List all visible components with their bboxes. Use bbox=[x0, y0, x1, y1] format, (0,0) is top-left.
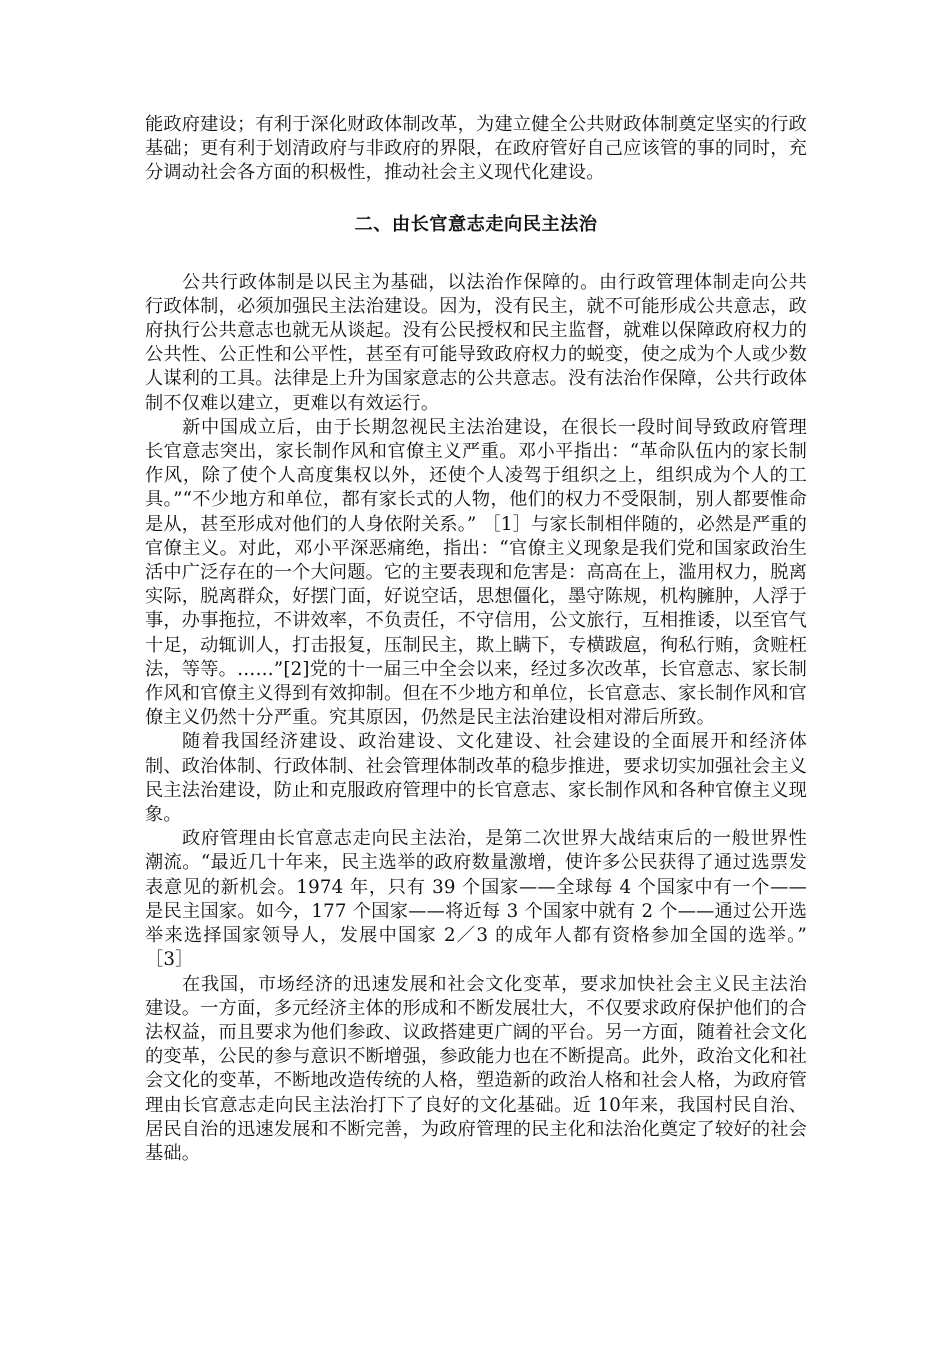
body-paragraph-4: 政府管理由长官意志走向民主法治，是第二次世界大战结束后的一般世界性潮流。“最近几十年来，民主选举的政府数量激增，使许多公民获得了通过选票发表意见的新机会。1974 年，只有 39 个国家——全球每 4 个国家中有一个——是民主国家。如今，177 个国家——将近每 3 个国家中就有 2 个——通过公开选举来选择国家领导人，发展中国家 2／3 的成年人都有资格参加全国的选举。” ［3］ bbox=[145, 828, 807, 971]
document-page bbox=[145, 113, 807, 1166]
body-paragraph-1: 公共行政体制是以民主为基础，以法治作保障的。由行政管理体制走向公共行政体制，必须加强民主法治建设。因为，没有民主，就不可能形成公共意志，政府执行公共意志也就无从谈起。没有公民授权和民主监督，就难以保障政府权力的公共性、公正性和公平性，甚至有可能导致政府权力的蜕变，使之成为个人或少数人谋利的工具。法律是上升为国家意志的公共意志。没有法治作保障，公共行政体制不仅难以建立，更难以有效运行。 bbox=[145, 271, 807, 414]
section-heading: 二、由长官意志走向民主法治 bbox=[354, 213, 598, 235]
body-paragraph-5: 在我国，市场经济的迅速发展和社会文化变革，要求加快社会主义民主法治建设。一方面，多元经济主体的形成和不断发展壮大，不仅要求政府保护他们的合法权益，而且要求为他们参政、议政搭建更广阔的平台。另一方面，随着社会文化的变革，公民的参与意识不断增强，参政能力也在不断提高。此外，政治文化和社会文化的变革，不断地改造传统的人格，塑造新的政治人格和社会人格，为政府管理由长官意志走向民主法治打下了良好的文化基础。近 10年来，我国村民自治、居民自治的迅速发展和不断完善，为政府管理的民主化和法治化奠定了较好的社会基础。 bbox=[145, 973, 807, 1164]
body-paragraph-3: 随着我国经济建设、政治建设、文化建设、社会建设的全面展开和经济体制、政治体制、行政体制、社会管理体制改革的稳步推进，要求切实加强社会主义民主法治建设，防止和克服政府管理中的长官意志、家长制作风和各种官僚主义现象。 bbox=[145, 731, 807, 826]
body-paragraph-2: 新中国成立后，由于长期忽视民主法治建设，在很长一段时间导致政府管理长官意志突出，家长制作风和官僚主义严重。邓小平指出：“革命队伍内的家长制作风，除了使个人高度集权以外，还使个人凌驾于组织之上，组织成为个人的工具。”“不少地方和单位，都有家长式的人物，他们的权力不受限制，别人都要惟命是从，甚至形成对他们的人身依附关系。” ［1］与家长制相伴随的，必然是严重的官僚主义。对此，邓小平深恶痛绝，指出：“官僚主义现象是我们党和国家政治生活中广泛存在的一个大问题。它的主要表现和危害是：高高在上，滥用权力，脱离实际，脱离群众，好摆门面，好说空话，思想僵化，墨守陈规，机构臃肿，人浮于事，办事拖拉，不讲效率，不负责任，不守信用，公文旅行，互相推诿，以至官气十足，动辄训人，打击报复，压制民主，欺上瞒下，专横跋扈，徇私行贿，贪赃枉法，等等。……”[2]党的十一届三中全会以来，经过多次改革，长官意志、家长制作风和官僚主义得到有效抑制。但在不少地方和单位，长官意志、家长制作风和官僚主义仍然十分严重。究其原因，仍然是民主法治建设相对滞后所致。 bbox=[145, 416, 807, 729]
intro-paragraph: 能政府建设；有利于深化财政体制改革，为建立健全公共财政体制奠定坚实的行政基础；更有利于划清政府与非政府的界限，在政府管好自己应该管的事的同时，充分调动社会各方面的积极性，推动社会主义现代化建设。 bbox=[145, 114, 807, 184]
